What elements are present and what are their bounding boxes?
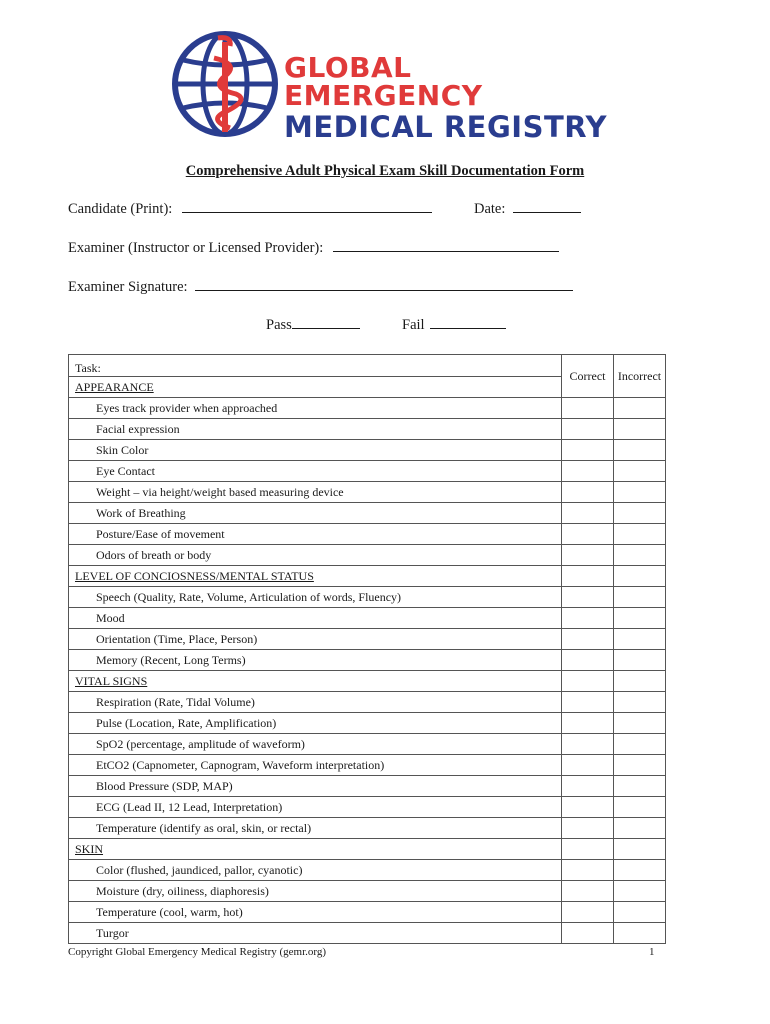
table-row bbox=[69, 776, 666, 797]
correct-cell[interactable] bbox=[562, 818, 614, 839]
section-heading: VITAL SIGNS bbox=[69, 671, 562, 692]
table-row bbox=[69, 482, 666, 503]
pass-label: Pass bbox=[266, 317, 292, 333]
logo-text-line1: GLOBAL EMERGENCY bbox=[284, 51, 483, 112]
correct-cell[interactable] bbox=[562, 755, 614, 776]
pass-input-line[interactable] bbox=[292, 316, 360, 329]
correct-cell[interactable] bbox=[562, 734, 614, 755]
table-row bbox=[69, 440, 666, 461]
date-label: Date: bbox=[474, 201, 506, 217]
incorrect-cell[interactable] bbox=[614, 566, 666, 587]
examiner-field bbox=[68, 239, 559, 257]
signature-label: Examiner Signature: bbox=[68, 279, 188, 295]
correct-cell[interactable] bbox=[562, 776, 614, 797]
task-item: Temperature (identify as oral, skin, or rectal) bbox=[69, 818, 562, 839]
correct-cell[interactable] bbox=[562, 587, 614, 608]
task-item: Skin Color bbox=[69, 440, 562, 461]
form-title: Comprehensive Adult Physical Exam Skill Documentation Form bbox=[185, 163, 585, 179]
incorrect-cell[interactable] bbox=[614, 419, 666, 440]
incorrect-cell[interactable] bbox=[614, 755, 666, 776]
incorrect-cell[interactable] bbox=[614, 923, 666, 944]
task-header: Task: bbox=[69, 355, 562, 377]
incorrect-cell[interactable] bbox=[614, 839, 666, 860]
candidate-input-line[interactable] bbox=[182, 200, 432, 213]
task-item: Blood Pressure (SDP, MAP) bbox=[69, 776, 562, 797]
incorrect-cell[interactable] bbox=[614, 734, 666, 755]
incorrect-cell[interactable] bbox=[614, 881, 666, 902]
section-heading: APPEARANCE bbox=[69, 377, 562, 398]
correct-cell[interactable] bbox=[562, 608, 614, 629]
signature-field bbox=[68, 278, 573, 296]
incorrect-cell[interactable] bbox=[614, 650, 666, 671]
incorrect-cell[interactable] bbox=[614, 587, 666, 608]
correct-cell[interactable] bbox=[562, 566, 614, 587]
correct-cell[interactable] bbox=[562, 398, 614, 419]
incorrect-cell[interactable] bbox=[614, 503, 666, 524]
fail-label: Fail bbox=[402, 317, 425, 333]
pass-field bbox=[266, 316, 360, 334]
task-item: Pulse (Location, Rate, Amplification) bbox=[69, 713, 562, 734]
correct-cell[interactable] bbox=[562, 860, 614, 881]
correct-cell[interactable] bbox=[562, 881, 614, 902]
correct-cell[interactable] bbox=[562, 923, 614, 944]
incorrect-cell[interactable] bbox=[614, 818, 666, 839]
incorrect-cell[interactable] bbox=[614, 692, 666, 713]
task-item: Facial expression bbox=[69, 419, 562, 440]
incorrect-cell[interactable] bbox=[614, 482, 666, 503]
task-item: Mood bbox=[69, 608, 562, 629]
signature-input-line[interactable] bbox=[195, 278, 573, 291]
table-row bbox=[69, 503, 666, 524]
correct-cell[interactable] bbox=[562, 839, 614, 860]
section-heading: SKIN bbox=[69, 839, 562, 860]
table-header-row bbox=[69, 355, 666, 377]
table-row bbox=[69, 608, 666, 629]
task-item: Temperature (cool, warm, hot) bbox=[69, 902, 562, 923]
examiner-input-line[interactable] bbox=[333, 239, 559, 252]
task-item: Eye Contact bbox=[69, 461, 562, 482]
logo-text-line2: MEDICAL REGISTRY bbox=[284, 110, 607, 144]
page-number: 1 bbox=[649, 946, 655, 958]
incorrect-cell[interactable] bbox=[614, 860, 666, 881]
task-item: Color (flushed, jaundiced, pallor, cyanotic) bbox=[69, 860, 562, 881]
table-row bbox=[69, 902, 666, 923]
table-row bbox=[69, 650, 666, 671]
gemr-logo bbox=[170, 28, 610, 146]
table-row bbox=[69, 713, 666, 734]
correct-cell[interactable] bbox=[562, 713, 614, 734]
task-item: Work of Breathing bbox=[69, 503, 562, 524]
table-row bbox=[69, 692, 666, 713]
exam-table bbox=[68, 354, 666, 944]
table-row bbox=[69, 734, 666, 755]
incorrect-cell[interactable] bbox=[614, 776, 666, 797]
globe-caduceus-icon bbox=[170, 28, 280, 140]
incorrect-cell[interactable] bbox=[614, 629, 666, 650]
correct-cell[interactable] bbox=[562, 503, 614, 524]
incorrect-cell[interactable] bbox=[614, 398, 666, 419]
table-row bbox=[69, 881, 666, 902]
task-item: Orientation (Time, Place, Person) bbox=[69, 629, 562, 650]
incorrect-cell[interactable] bbox=[614, 524, 666, 545]
table-row bbox=[69, 818, 666, 839]
correct-cell[interactable] bbox=[562, 545, 614, 566]
correct-cell[interactable] bbox=[562, 524, 614, 545]
incorrect-header: Incorrect bbox=[614, 355, 666, 398]
task-item: Weight – via height/weight based measuring device bbox=[69, 482, 562, 503]
date-input-line[interactable] bbox=[513, 200, 581, 213]
section-row bbox=[69, 566, 666, 587]
correct-cell[interactable] bbox=[562, 440, 614, 461]
correct-header: Correct bbox=[562, 355, 614, 398]
incorrect-cell[interactable] bbox=[614, 461, 666, 482]
correct-cell[interactable] bbox=[562, 797, 614, 818]
table-row bbox=[69, 461, 666, 482]
correct-cell[interactable] bbox=[562, 629, 614, 650]
task-item: Eyes track provider when approached bbox=[69, 398, 562, 419]
task-item: Odors of breath or body bbox=[69, 545, 562, 566]
incorrect-cell[interactable] bbox=[614, 902, 666, 923]
section-heading: LEVEL OF CONCIOSNESS/MENTAL STATUS bbox=[69, 566, 562, 587]
table-row bbox=[69, 923, 666, 944]
footer-copyright: Copyright Global Emergency Medical Registry (gemr.org) bbox=[68, 946, 327, 958]
correct-cell[interactable] bbox=[562, 482, 614, 503]
incorrect-cell[interactable] bbox=[614, 671, 666, 692]
table-row bbox=[69, 524, 666, 545]
task-item: Speech (Quality, Rate, Volume, Articulation of words, Fluency) bbox=[69, 587, 562, 608]
date-field bbox=[474, 200, 581, 218]
task-item: ECG (Lead II, 12 Lead, Interpretation) bbox=[69, 797, 562, 818]
incorrect-cell[interactable] bbox=[614, 713, 666, 734]
correct-cell[interactable] bbox=[562, 461, 614, 482]
correct-cell[interactable] bbox=[562, 692, 614, 713]
task-item: SpO2 (percentage, amplitude of waveform) bbox=[69, 734, 562, 755]
correct-cell[interactable] bbox=[562, 671, 614, 692]
task-item: EtCO2 (Capnometer, Capnogram, Waveform interpretation) bbox=[69, 755, 562, 776]
task-item: Turgor bbox=[69, 923, 562, 944]
table-row bbox=[69, 545, 666, 566]
correct-cell[interactable] bbox=[562, 902, 614, 923]
task-item: Memory (Recent, Long Terms) bbox=[69, 650, 562, 671]
incorrect-cell[interactable] bbox=[614, 545, 666, 566]
candidate-label: Candidate (Print): bbox=[68, 201, 173, 217]
fail-input-line[interactable] bbox=[430, 316, 506, 329]
table-row bbox=[69, 398, 666, 419]
task-item: Posture/Ease of movement bbox=[69, 524, 562, 545]
table-row bbox=[69, 587, 666, 608]
task-item: Respiration (Rate, Tidal Volume) bbox=[69, 692, 562, 713]
table-row bbox=[69, 755, 666, 776]
task-item: Moisture (dry, oiliness, diaphoresis) bbox=[69, 881, 562, 902]
correct-cell[interactable] bbox=[562, 419, 614, 440]
section-row bbox=[69, 839, 666, 860]
table-row bbox=[69, 860, 666, 881]
candidate-field bbox=[68, 200, 432, 218]
correct-cell[interactable] bbox=[562, 650, 614, 671]
table-row bbox=[69, 797, 666, 818]
section-row bbox=[69, 671, 666, 692]
table-row bbox=[69, 419, 666, 440]
examiner-label: Examiner (Instructor or Licensed Provider): bbox=[68, 240, 324, 256]
fail-field bbox=[402, 316, 506, 334]
table-row bbox=[69, 629, 666, 650]
incorrect-cell[interactable] bbox=[614, 797, 666, 818]
incorrect-cell[interactable] bbox=[614, 440, 666, 461]
incorrect-cell[interactable] bbox=[614, 608, 666, 629]
